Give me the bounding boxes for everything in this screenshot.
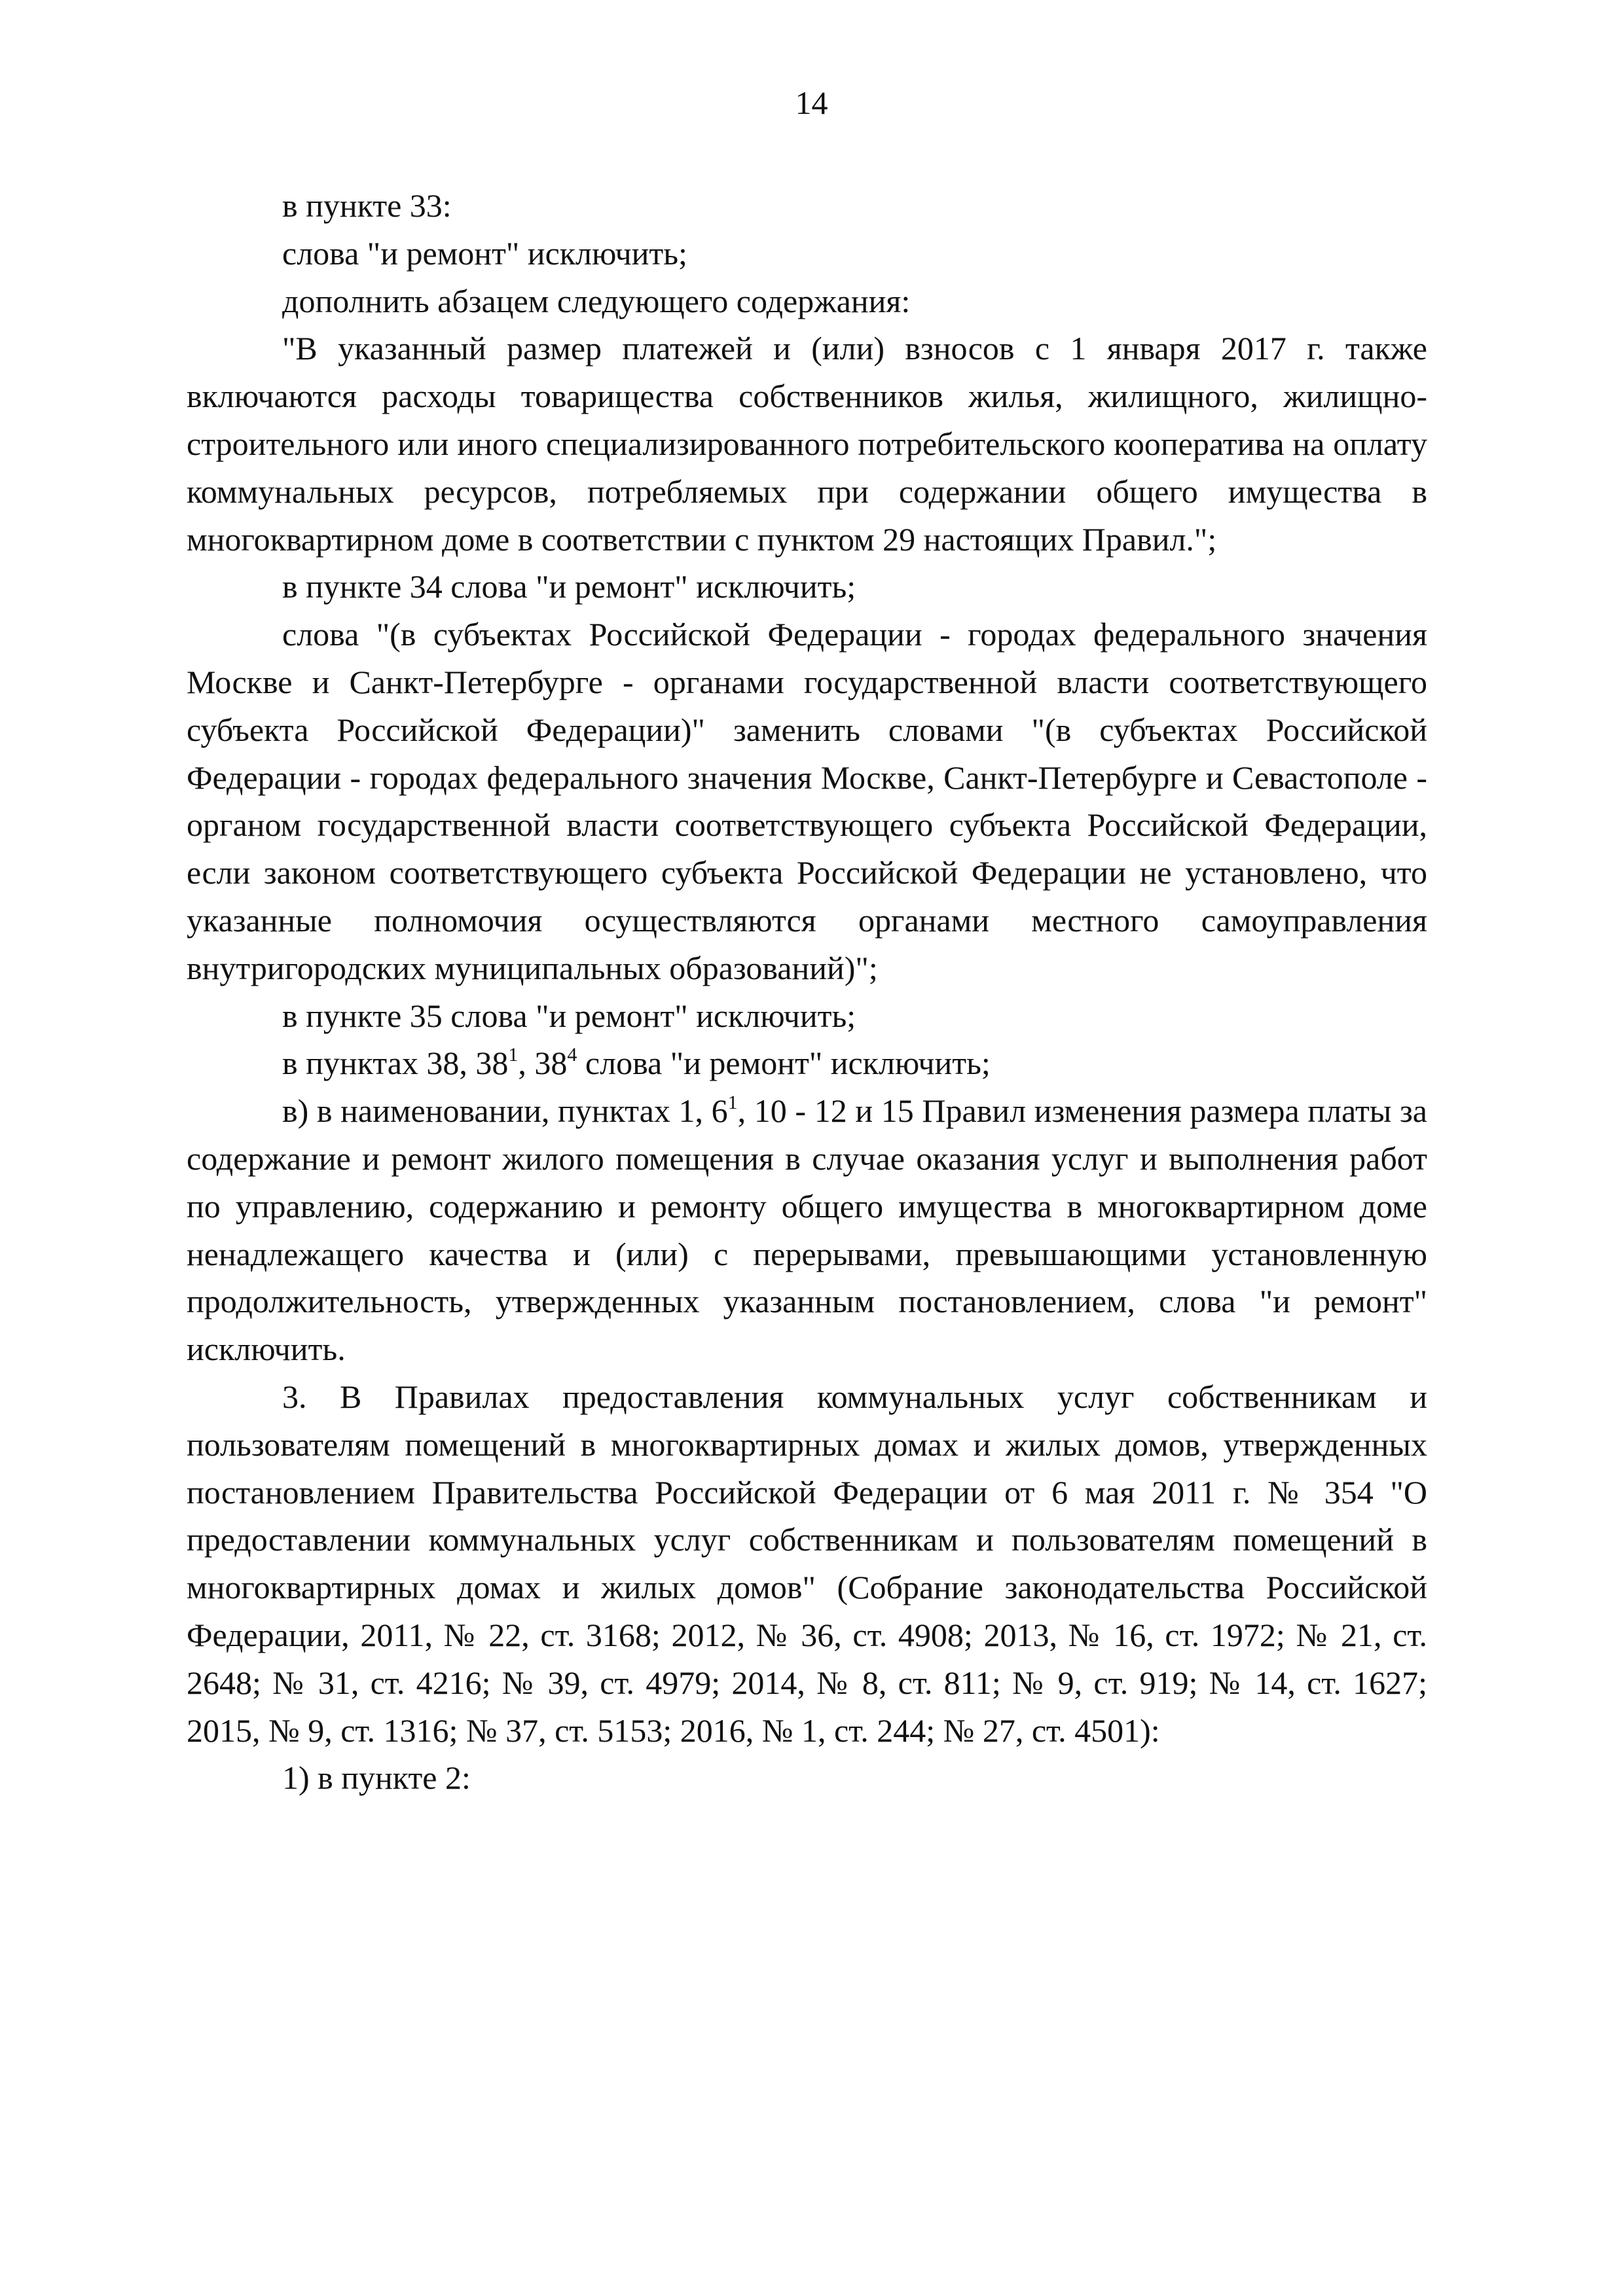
paragraph-replace-words: слова "(в субъектах Российской Федерации - городах федерального значения Москве и Санкт-Петербурге - органами государственной власти соответствующего субъекта Российской Федерации)" заменить словами "(в субъектах Российской Федерации - городах федерального значения Москве, Санкт-Петербурге и Севастополе - органом государственной власти соответствующего субъекта Российской Федерации, если законом соответствующего субъекта Российской Федерации не установлено, что указанные полномочия осуществляются органами местного самоуправления внутригородских муниципальных образований)"; [187,616,1427,986]
text-run: , 10 - 12 и 15 Правил изменения размера платы за содержание и ремонт жилого помещения в случае оказания услуг и выполнения работ по управлению, содержанию и ремонту общего имущества в многоквартирном доме ненадлежащего качества и (или) с перерывами, превышающими установленную продолжительность, утвержденных указанным постановлением, слова "и ремонт" исключить. [187,1092,1427,1368]
paragraph-point-34: в пункте 34 слова "и ремонт" исключить; [282,568,856,605]
text-run: в пунктах 38, 38 [282,1045,509,1082]
document-body [187,182,1427,1802]
paragraph-remove-words: слова "и ремонт" исключить; [282,234,687,272]
superscript: 1 [727,1092,738,1114]
text-run: в) в наименовании, пунктах 1, 6 [282,1092,728,1130]
text-run: , 38 [518,1045,568,1082]
page-number: 14 [795,84,828,121]
superscript: 1 [508,1044,519,1066]
text-run: слова "и ремонт" исключить; [577,1045,991,1082]
superscript: 4 [567,1044,577,1066]
paragraph-point-2: 1) в пункте 2: [282,1759,471,1797]
paragraph-subitem-v [187,1087,1427,1373]
paragraph-quoted-addition: "В указанный размер платежей и (или) взносов с 1 января 2017 г. также включаются расходы товарищества собственников жилья, жилищного, жилищно-строительного или иного специализированного потребительского кооператива на оплату коммунальных ресурсов, потребляемых при содержании общего имущества в многоквартирном доме в соответствии с пунктом 29 настоящих Правил."; [187,330,1427,558]
paragraph-section-3: 3. В Правилах предоставления коммунальных услуг собственникам и пользователям помещений в многоквартирных домах и жилых домов, утвержденных постановлением Правительства Российской Федерации от 6 мая 2011 г. № 354 "О предоставлении коммунальных услуг собственникам и пользователям помещений в многоквартирных домах и жилых домов" (Собрание законодательства Российской Федерации, 2011, № 22, ст. 3168; 2012, № 36, ст. 4908; 2013, № 16, ст. 1972; № 21, ст. 2648; № 31, ст. 4216; № 39, ст. 4979; 2014, № 8, ст. 811; № 9, ст. 919; № 14, ст. 1627; 2015, № 9, ст. 1316; № 37, ст. 5153; 2016, № 1, ст. 244; № 27, ст. 4501): [187,1378,1427,1749]
paragraph-add-clause: дополнить абзацем следующего содержания: [282,282,911,319]
paragraph-points-38 [187,1039,1427,1087]
paragraph-point-35: в пункте 35 слова "и ремонт" исключить; [282,997,856,1034]
paragraph-point-33: в пункте 33: [282,187,452,224]
